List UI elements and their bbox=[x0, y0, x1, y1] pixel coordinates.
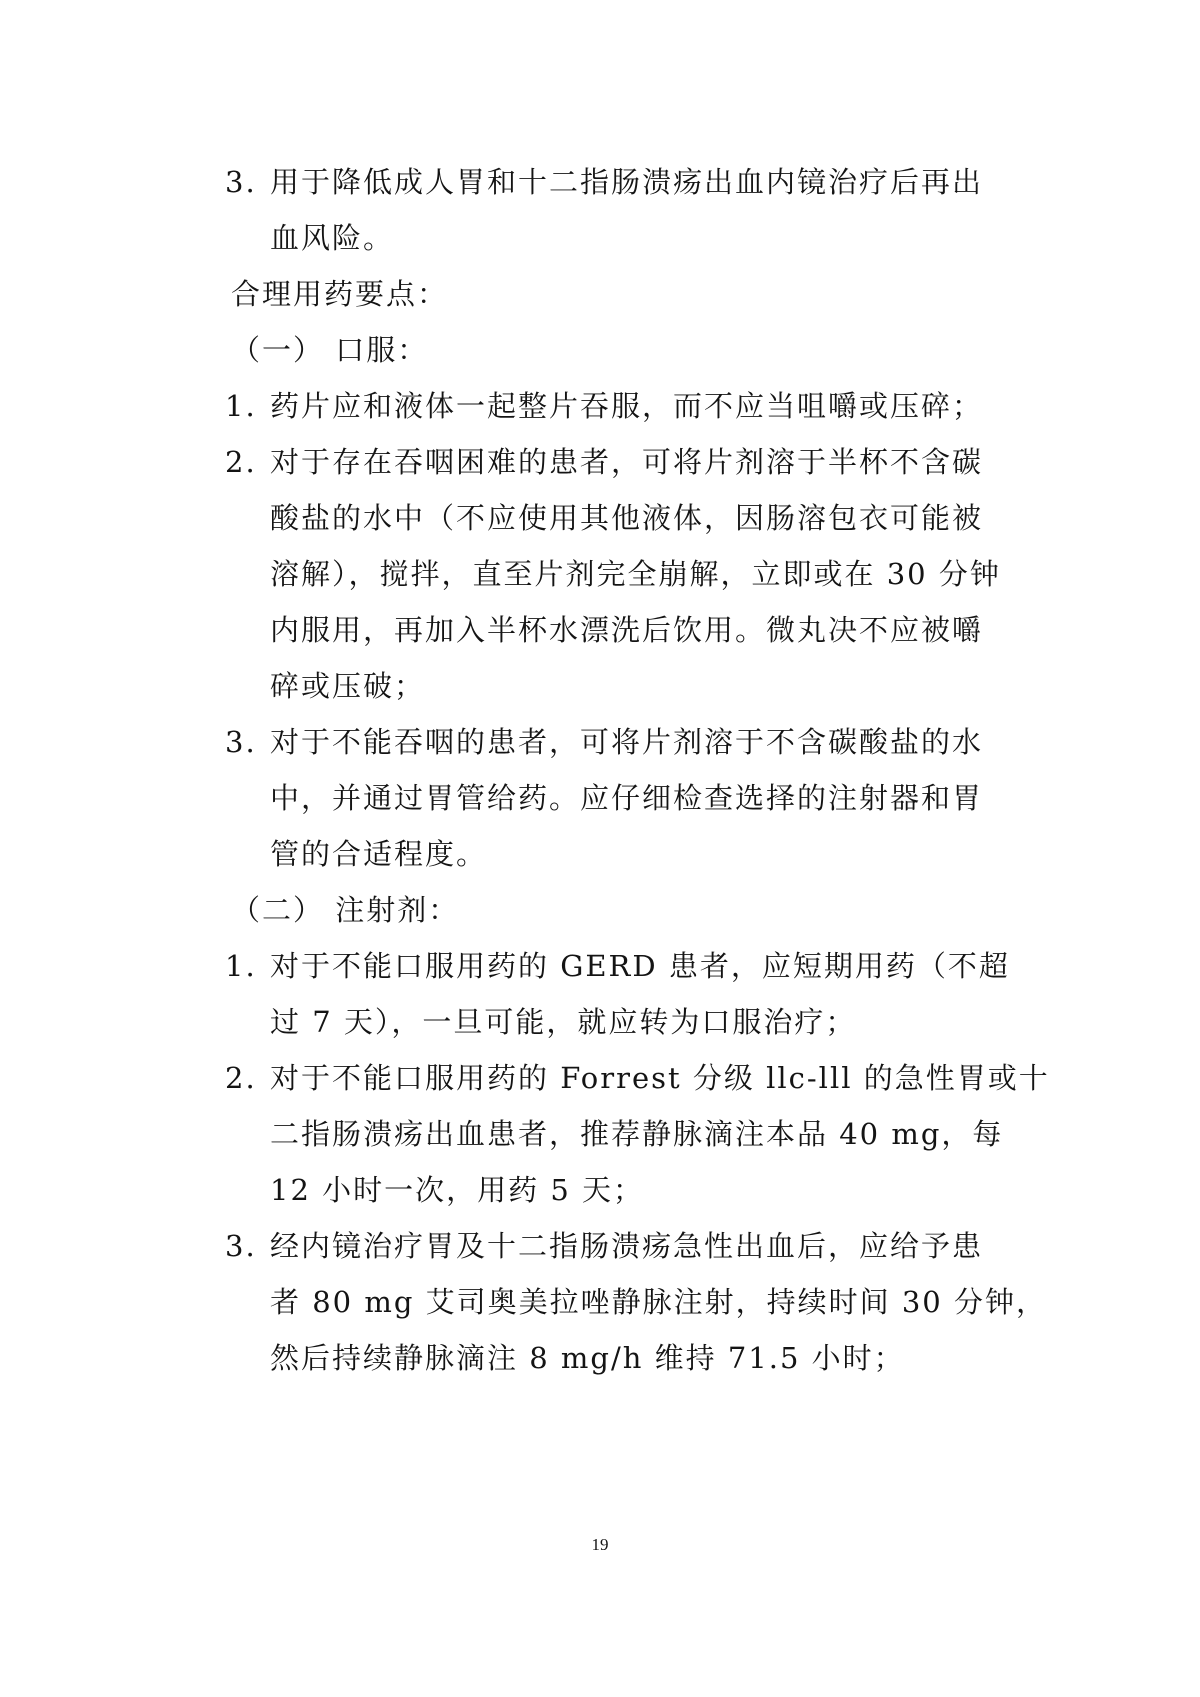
list-item-number: 1. bbox=[225, 949, 257, 983]
list-item-text: 对于不能口服用药的 GERD 患者，应短期用药（不超 bbox=[270, 949, 1010, 983]
list-item-number: 3. bbox=[225, 165, 257, 199]
list-item-text: 对于不能口服用药的 Forrest 分级 llc-lll 的急性胃或十 bbox=[270, 1061, 1050, 1095]
list-item-text: 然后持续静脉滴注 8 mg/h 维持 71.5 小时； bbox=[270, 1341, 905, 1375]
list-item-text: 血风险。 bbox=[270, 221, 395, 255]
list-item-text: 溶解），搅拌，直至片剂完全崩解，立即或在 30 分钟 bbox=[270, 557, 1001, 591]
list-item-number: 2. bbox=[225, 445, 257, 479]
list-item-text: 12 小时一次，用药 5 天； bbox=[270, 1173, 645, 1207]
list-item-number: 3. bbox=[225, 1229, 257, 1263]
list-item-text: 酸盐的水中（不应使用其他液体，因肠溶包衣可能被 bbox=[270, 501, 984, 535]
list-item-text: 碎或压破； bbox=[270, 669, 426, 703]
list-item-text: 药片应和液体一起整片吞服，而不应当咀嚼或压碎； bbox=[270, 389, 984, 423]
section-heading-text: 合理用药要点： bbox=[231, 277, 449, 311]
list-item-text: 经内镜治疗胃及十二指肠溃疡急性出血后，应给予患 bbox=[270, 1229, 984, 1263]
list-item-text: 用于降低成人胃和十二指肠溃疡出血内镜治疗后再出 bbox=[270, 165, 984, 199]
subsection-heading-text: （二） 注射剂： bbox=[231, 893, 460, 927]
list-item-text: 中，并通过胃管给药。应仔细检查选择的注射器和胃 bbox=[270, 781, 984, 815]
subsection-heading-text: （一） 口服： bbox=[231, 333, 429, 367]
list-item-text: 者 80 mg 艾司奥美拉唑静脉注射，持续时间 30 分钟， bbox=[270, 1285, 1047, 1319]
list-item-text: 对于存在吞咽困难的患者，可将片剂溶于半杯不含碳 bbox=[270, 445, 984, 479]
list-item-text: 管的合适程度。 bbox=[270, 837, 488, 871]
list-item-number: 3. bbox=[225, 725, 257, 759]
list-item-text: 过 7 天），一旦可能，就应转为口服治疗； bbox=[270, 1005, 857, 1039]
list-item-text: 内服用，再加入半杯水漂洗后饮用。微丸决不应被嚼 bbox=[270, 613, 984, 647]
page-number: 19 bbox=[591, 1535, 609, 1554]
list-item-text: 对于不能吞咽的患者，可将片剂溶于不含碳酸盐的水 bbox=[270, 725, 984, 759]
list-item-number: 2. bbox=[225, 1061, 257, 1095]
list-item-text: 二指肠溃疡出血患者，推荐静脉滴注本品 40 mg，每 bbox=[270, 1117, 1004, 1151]
list-item-number: 1. bbox=[225, 389, 257, 423]
